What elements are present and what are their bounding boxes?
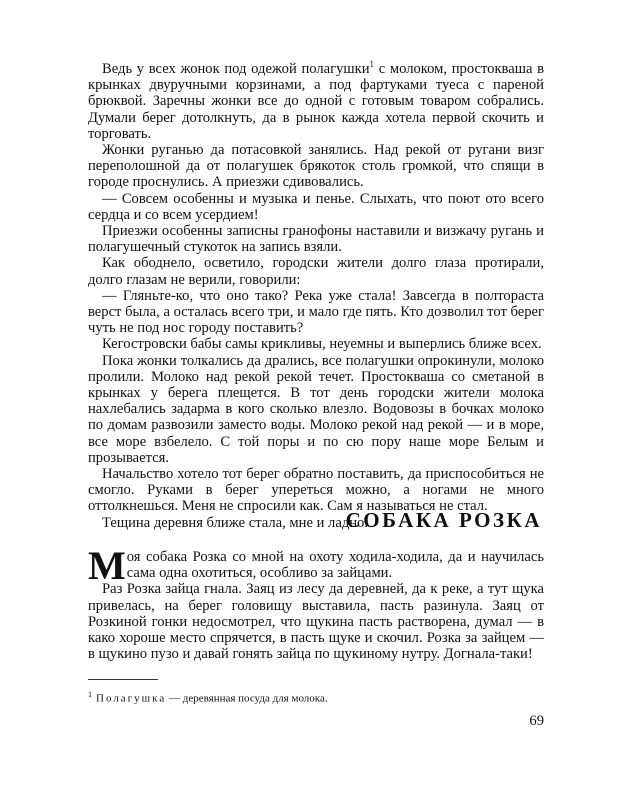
paragraph-text: оя собака Розка со мной на охоту ходила-ходила, да и научилась сама одна охотиться, особливо за зайцами. xyxy=(126,549,544,582)
footnote-term: Полагушка xyxy=(96,692,167,705)
story-text xyxy=(88,543,544,663)
paragraph: — Совсем особенны и музыка и пенье. Слыхать, что поют ото всего сердца и со всем усердием! xyxy=(88,190,544,223)
footnote-mark: 1 xyxy=(88,690,92,699)
page-number: 69 xyxy=(529,713,544,729)
footnote-definition: — деревянная посуда для молока. xyxy=(166,692,328,705)
paragraph: Кегостровски бабы самы крикливы, неуемны и выперлись ближе всех. xyxy=(102,336,542,353)
paragraph: — Гляньте-ко, что оно тако? Река уже стала! Завсегда в полтораста верст была, а осталась всего три, и мало где пять. Кто дозволил тот берег чуть не под нос городу поставить? xyxy=(88,287,544,337)
paragraph: Раз Розка зайца гнала. Заяц из лесу да деревней, да к реке, а тут щука привелась, на берег головищу выставила, пасть разинула. Заяц от Розкиной гонки недосмотрел, что щукина пасть растворена, думал — в како хороше место спрячется, в пасть щуке и скочил. Розка за зайцем — в щукино пузо и давай гонять зайца по щукиному нутру. Догнала-таки! xyxy=(88,581,544,663)
footnote xyxy=(88,688,544,706)
paragraph xyxy=(88,61,544,142)
paragraph: Как ободнело, осветило, городски жители долго глаза протирали, долго глазам не верили, говорили: xyxy=(88,255,544,288)
paragraph: Пока жонки толкались да дрались, все полагушки опрокинули, молоко пролили. Молоко над рекой рекой течет. Простокваша со сметаной в крынках у берега плещется. В тот день городски жители молока нахлебались задарма в кого сколько влезло. Водовозы в бочках молоко по домам развозили заместо воды. Молоко рекой над рекой — и в море, все море взбелело. С той поры и по сю пору наше море Белым и прозывается. xyxy=(88,352,544,466)
paragraph: Жонки руганью да потасовкой занялись. Над рекой от ругани визг переполошной да от полагушек брякоток столь громкой, что спящи в городе проснулись. А приезжи сдивовались. xyxy=(88,142,544,191)
paragraph xyxy=(88,543,544,588)
footnote-divider xyxy=(88,679,158,680)
footnote-reference[interactable]: 1 xyxy=(369,59,375,70)
paragraph: Начальство хотело тот берег обратно поставить, да приспособиться не смогло. Руками в берег упереться можно, а ногами не много оттолкнешься. Меня не спросили как. Сам я называться не стал. xyxy=(88,466,544,515)
paragraph-text: Ведь у всех жонок под одежой полагушки xyxy=(102,61,370,77)
paragraph-text: с молоком, простокваша в крынках двуручными корзинами, а под фартуками туеса с пареной брюквой. Заречны жонки все до одной с готовым товаром собрались. Думали берег дотолкнуть, да в рынок кажда хотела первой скочить и торговать. xyxy=(88,61,545,142)
paragraph: Тещина деревня ближе стала, мне и ладно. xyxy=(102,514,368,531)
drop-cap: М xyxy=(88,543,126,588)
story-text-continued xyxy=(88,61,544,531)
paragraph: Приезжи особенны записны гранофоны наставили и визжачу ругань и полагушечный стукоток на запись взяли. xyxy=(88,223,544,256)
chapter-title: СОБАКА РОЗКА xyxy=(345,508,542,532)
